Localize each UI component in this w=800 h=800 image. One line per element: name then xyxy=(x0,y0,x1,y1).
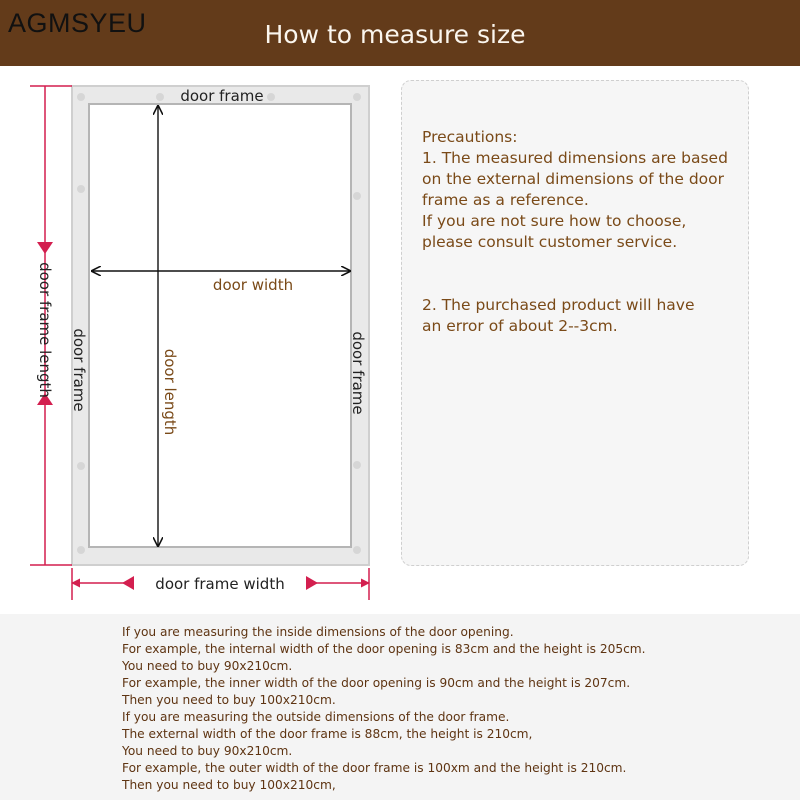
instruction-line: Then you need to buy 100x210cm, xyxy=(122,778,336,792)
note-line: 1. The measured dimensions are based xyxy=(422,149,728,167)
door-opening-inner xyxy=(89,104,351,547)
precautions-text xyxy=(422,127,742,337)
left-frame-label: door frame xyxy=(70,328,88,412)
frame-width-label: door frame width xyxy=(155,575,285,593)
header-bar xyxy=(0,0,800,66)
instruction-line: If you are measuring the inside dimensions of the door opening. xyxy=(122,625,514,639)
instruction-line: For example, the outer width of the door frame is 100xm and the height is 210cm. xyxy=(122,761,627,775)
note-line: an error of about 2--3cm. xyxy=(422,317,618,335)
precautions-card xyxy=(401,80,749,566)
top-frame-label: door frame xyxy=(180,87,264,105)
note-line: 2. The purchased product will have xyxy=(422,296,695,314)
note-line: Precautions: xyxy=(422,128,518,146)
instructions-panel xyxy=(0,614,800,800)
instruction-line: You need to buy 90x210cm. xyxy=(122,744,293,758)
instruction-line: Then you need to buy 100x210cm. xyxy=(122,693,336,707)
door-width-label: door width xyxy=(212,276,294,294)
frame-length-label: door frame length xyxy=(36,262,54,398)
instruction-line: You need to buy 90x210cm. xyxy=(122,659,293,673)
instruction-line: For example, the internal width of the door opening is 83cm and the height is 205cm. xyxy=(122,642,646,656)
note-line: on the external dimensions of the door xyxy=(422,170,725,188)
right-frame-label: door frame xyxy=(349,331,367,415)
instruction-line: For example, the inner width of the door opening is 90cm and the height is 207cm. xyxy=(122,676,631,690)
note-line: If you are not sure how to choose, xyxy=(422,212,687,230)
note-line: frame as a reference. xyxy=(422,191,589,209)
brand-name: AGMSYEU xyxy=(8,8,147,38)
instruction-line: The external width of the door frame is 88cm, the height is 210cm, xyxy=(122,727,533,741)
instructions-text xyxy=(122,624,782,794)
door-length-label: door length xyxy=(161,348,179,436)
instruction-line: If you are measuring the outside dimensions of the door frame. xyxy=(122,710,510,724)
note-line: please consult customer service. xyxy=(422,233,678,251)
page-title: How to measure size xyxy=(264,20,526,49)
